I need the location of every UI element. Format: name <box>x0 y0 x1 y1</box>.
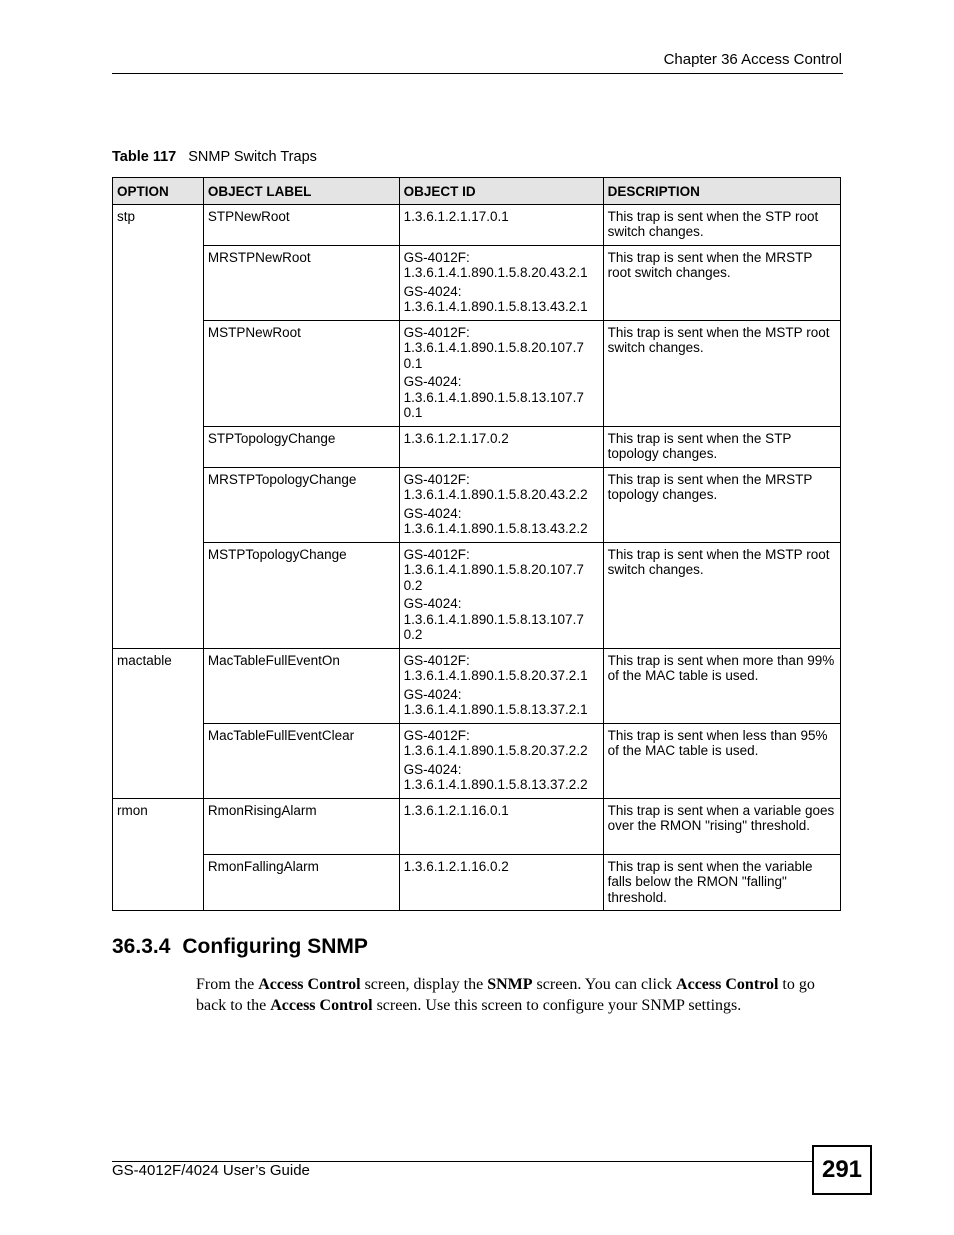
text-run: screen. Use this screen to configure your SNMP settings. <box>372 997 742 1014</box>
table-number: Table 117 <box>112 149 177 165</box>
table-row <box>113 245 841 320</box>
description-cell: This trap is sent when the MRSTP topology changes. <box>603 467 840 542</box>
ui-term-access-control: Access Control <box>270 997 373 1014</box>
table-row <box>113 798 841 854</box>
table-row <box>113 648 841 723</box>
text-run: screen. You can click <box>532 976 677 993</box>
option-cell: stp <box>113 204 204 648</box>
chapter-header: Chapter 36 Access Control <box>663 51 842 68</box>
object-label-cell: STPTopologyChange <box>203 426 399 467</box>
text-run: to go back to the <box>196 976 815 1014</box>
object-id: GS-4024: 1.3.6.1.4.1.890.1.5.8.13.37.2.1 <box>403 686 588 717</box>
object-id: 1.3.6.1.2.1.16.0.2 <box>403 858 509 874</box>
object-id-cell <box>399 854 603 911</box>
ui-term-access-control: Access Control <box>676 976 779 993</box>
object-id-cell <box>399 467 603 542</box>
option-cell: rmon <box>113 798 204 911</box>
option-cell: mactable <box>113 648 204 798</box>
object-id: GS-4024: 1.3.6.1.4.1.890.1.5.8.13.43.2.1 <box>403 283 588 314</box>
description-cell: This trap is sent when a variable goes over the RMON "rising" threshold. <box>603 798 840 854</box>
column-header-object-id: OBJECT ID <box>399 178 603 205</box>
column-header-description: DESCRIPTION <box>603 178 840 205</box>
object-id: GS-4024: 1.3.6.1.4.1.890.1.5.8.13.107.7 0.1 <box>403 374 584 420</box>
description-cell: This trap is sent when more than 99% of the MAC table is used. <box>603 648 840 723</box>
description-cell: This trap is sent when the variable falls below the RMON "falling" threshold. <box>603 854 840 911</box>
table-row <box>113 204 841 245</box>
section-heading <box>112 935 368 959</box>
ui-term-access-control: Access Control <box>258 976 361 993</box>
description-cell: This trap is sent when the STP root switch changes. <box>603 204 840 245</box>
object-id: GS-4012F: 1.3.6.1.4.1.890.1.5.8.20.107.7 0.2 <box>403 546 584 593</box>
object-id: 1.3.6.1.2.1.17.0.2 <box>403 430 509 446</box>
object-id-cell <box>399 723 603 798</box>
table-row <box>113 542 841 648</box>
description-cell: This trap is sent when the STP topology changes. <box>603 426 840 467</box>
table-row <box>113 723 841 798</box>
table-caption <box>112 149 317 165</box>
ui-term-snmp: SNMP <box>487 976 533 993</box>
object-id: GS-4012F: 1.3.6.1.4.1.890.1.5.8.20.107.7 0.1 <box>403 324 584 371</box>
text-run: screen, display the <box>360 976 488 993</box>
table-title: SNMP Switch Traps <box>188 149 317 165</box>
description-cell: This trap is sent when the MSTP root switch changes. <box>603 320 840 426</box>
object-id: GS-4024: 1.3.6.1.4.1.890.1.5.8.13.107.7 0.2 <box>403 596 584 642</box>
object-id: GS-4012F: 1.3.6.1.4.1.890.1.5.8.20.43.2.1 <box>403 249 588 280</box>
section-number: 36.3.4 <box>112 935 171 958</box>
object-id-cell <box>399 648 603 723</box>
description-cell: This trap is sent when the MSTP root switch changes. <box>603 542 840 648</box>
description-cell: This trap is sent when less than 95% of the MAC table is used. <box>603 723 840 798</box>
object-id: 1.3.6.1.2.1.17.0.1 <box>403 208 509 224</box>
object-id-cell <box>399 320 603 426</box>
object-label-cell: RmonFallingAlarm <box>203 854 399 911</box>
object-id: GS-4024: 1.3.6.1.4.1.890.1.5.8.13.43.2.2 <box>403 505 588 536</box>
table-row <box>113 320 841 426</box>
guide-title: GS-4012F/4024 User’s Guide <box>112 1162 310 1179</box>
object-id: GS-4012F: 1.3.6.1.4.1.890.1.5.8.20.37.2.2 <box>403 727 588 758</box>
object-id-cell <box>399 245 603 320</box>
object-id-cell <box>399 204 603 245</box>
object-label-cell: MRSTPTopologyChange <box>203 467 399 542</box>
column-header-object-label: OBJECT LABEL <box>203 178 399 205</box>
object-id-cell <box>399 798 603 854</box>
object-id: GS-4012F: 1.3.6.1.4.1.890.1.5.8.20.43.2.2 <box>403 471 588 502</box>
object-id: 1.3.6.1.2.1.16.0.1 <box>403 802 509 818</box>
table-row <box>113 467 841 542</box>
table-row <box>113 854 841 911</box>
page-number: 291 <box>812 1145 872 1195</box>
object-label-cell: RmonRisingAlarm <box>203 798 399 854</box>
object-id: GS-4012F: 1.3.6.1.4.1.890.1.5.8.20.37.2.1 <box>403 652 588 683</box>
body-paragraph <box>196 974 844 1016</box>
header-divider <box>112 73 843 74</box>
object-id-cell <box>399 542 603 648</box>
table-header-row <box>113 178 841 205</box>
object-label-cell: STPNewRoot <box>203 204 399 245</box>
text-run: From the <box>196 976 259 993</box>
section-title: Configuring SNMP <box>182 935 368 958</box>
column-header-option: OPTION <box>113 178 204 205</box>
snmp-traps-table <box>112 177 841 911</box>
description-cell: This trap is sent when the MRSTP root switch changes. <box>603 245 840 320</box>
object-id-cell <box>399 426 603 467</box>
object-label-cell: MRSTPNewRoot <box>203 245 399 320</box>
table-row <box>113 426 841 467</box>
object-label-cell: MacTableFullEventClear <box>203 723 399 798</box>
object-id: GS-4024: 1.3.6.1.4.1.890.1.5.8.13.37.2.2 <box>403 761 588 792</box>
object-label-cell: MacTableFullEventOn <box>203 648 399 723</box>
object-label-cell: MSTPTopologyChange <box>203 542 399 648</box>
object-label-cell: MSTPNewRoot <box>203 320 399 426</box>
